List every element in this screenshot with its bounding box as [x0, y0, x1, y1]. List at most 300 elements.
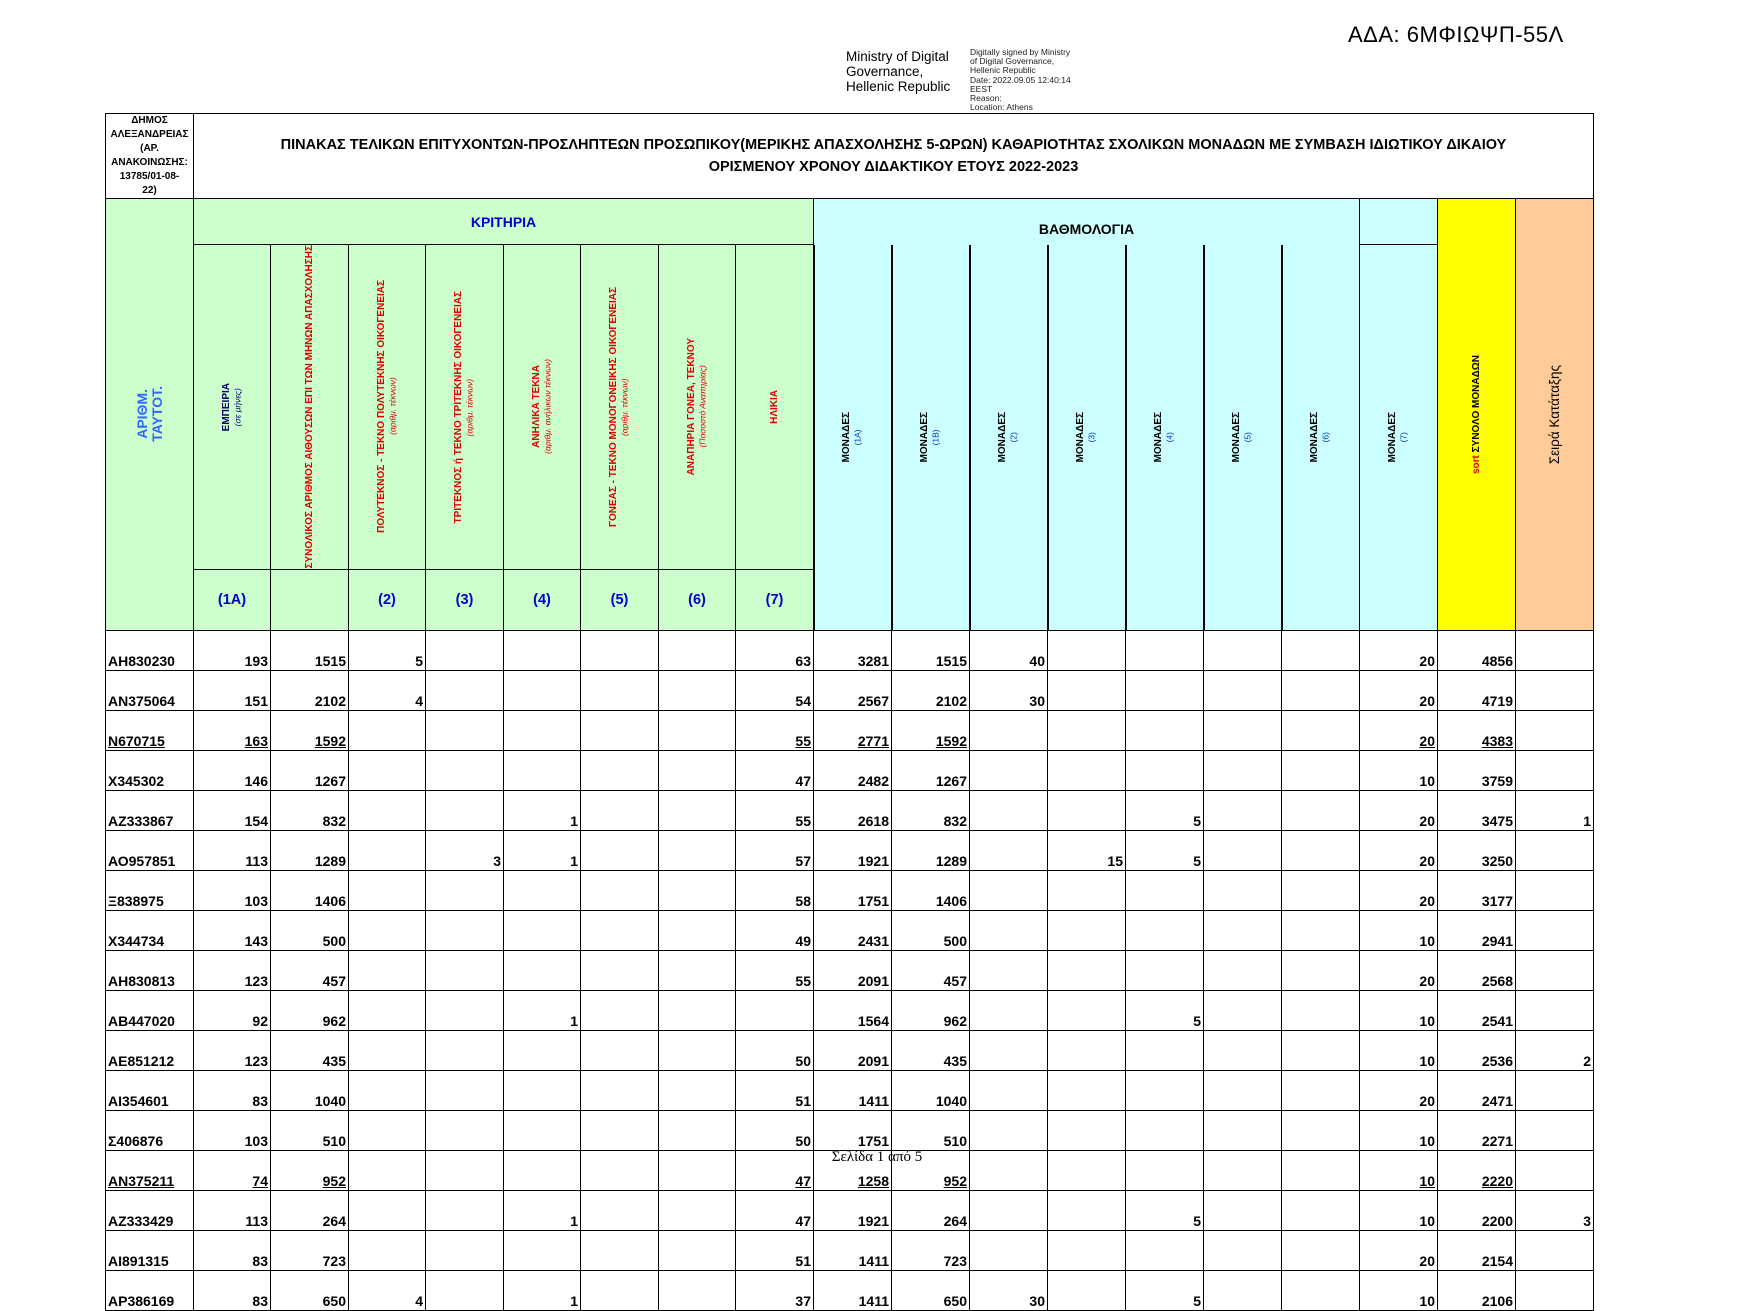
total-cell: 2200 — [1438, 1190, 1516, 1230]
criteria-value-cell — [426, 1110, 504, 1150]
score-value-cell: 2091 — [814, 1030, 892, 1070]
criteria-value-cell — [426, 1270, 504, 1310]
score-value-cell: 650 — [892, 1270, 970, 1310]
total-cell: 4383 — [1438, 710, 1516, 750]
id-cell: ΑΙ891315 — [106, 1230, 194, 1270]
criteria-code-4: (4) — [504, 569, 581, 630]
table-row — [106, 830, 1594, 870]
criteria-code-7: (7) — [736, 569, 814, 630]
score-value-cell — [1048, 710, 1126, 750]
rank-cell — [1516, 990, 1594, 1030]
score-value-cell — [970, 750, 1048, 790]
criteria-header-2 — [349, 245, 426, 570]
criteria-label: ΣΥΝΟΛΙΚΟΣ ΑΡΙΘΜΟΣ ΑΙΘΟΥΣΩΝ ΕΠΙ ΤΩΝ ΜΗΝΩΝ ΑΠΑΣΧΟΛΗΣΗΣ — [303, 245, 315, 569]
signature-detail-line: of Digital Governance, — [970, 56, 1055, 67]
total-cell: 3250 — [1438, 830, 1516, 870]
score-value-cell — [970, 870, 1048, 910]
table-row — [106, 1110, 1594, 1150]
criteria-label: ΗΛΙΚΙΑ — [768, 389, 780, 424]
criteria-value-cell: 57 — [736, 830, 814, 870]
criteria-value-cell: 83 — [194, 1230, 271, 1270]
score-value-cell — [1204, 750, 1282, 790]
criteria-value-cell: 47 — [736, 1190, 814, 1230]
criteria-value-cell: 83 — [194, 1270, 271, 1310]
criteria-value-cell — [581, 1270, 659, 1310]
criteria-header-3 — [426, 245, 504, 570]
table-row — [106, 670, 1594, 710]
criteria-code-6: (6) — [659, 569, 736, 630]
rank-cell — [1516, 1110, 1594, 1150]
score-value-cell: 1921 — [814, 830, 892, 870]
score-value-cell: 5 — [1126, 830, 1204, 870]
criteria-value-cell: 1 — [504, 790, 581, 830]
criteria-value-cell — [504, 1030, 581, 1070]
score-value-cell: 1411 — [814, 1230, 892, 1270]
criteria-value-cell — [349, 870, 426, 910]
score-value-cell — [1282, 1030, 1360, 1070]
score-value-cell: 510 — [892, 1110, 970, 1150]
criteria-value-cell — [581, 910, 659, 950]
score-value-cell: 20 — [1360, 1230, 1438, 1270]
score-value-cell — [1282, 630, 1360, 670]
score-value-cell — [1048, 750, 1126, 790]
id-cell: Χ345302 — [106, 750, 194, 790]
criteria-value-cell — [581, 1030, 659, 1070]
criteria-value-cell — [504, 950, 581, 990]
id-cell: ΑΡ386169 — [106, 1270, 194, 1310]
criteria-value-cell: 113 — [194, 1190, 271, 1230]
criteria-value-cell: 50 — [736, 1030, 814, 1070]
criteria-value-cell: 55 — [736, 710, 814, 750]
criteria-value-cell: 123 — [194, 950, 271, 990]
criteria-value-cell — [349, 910, 426, 950]
criteria-value-cell: 50 — [736, 1110, 814, 1150]
criteria-value-cell — [581, 630, 659, 670]
criteria-header-1 — [271, 245, 349, 570]
score-value-cell — [1126, 910, 1204, 950]
score-value-cell: 1751 — [814, 1110, 892, 1150]
criteria-value-cell — [426, 1230, 504, 1270]
criteria-value-cell — [581, 1070, 659, 1110]
criteria-value-cell — [659, 670, 736, 710]
signature-org-line: Ministry of Digital — [846, 49, 949, 64]
municipality-line: 22) — [142, 185, 157, 196]
score-value-cell: 1411 — [814, 1070, 892, 1110]
score-value-cell — [1126, 670, 1204, 710]
rank-cell — [1516, 1230, 1594, 1270]
score-value-cell: 1751 — [814, 870, 892, 910]
rank-column-header — [1516, 199, 1594, 631]
score-value-cell — [1048, 870, 1126, 910]
score-value-cell: 1258 — [814, 1150, 892, 1190]
score-value-cell — [1204, 710, 1282, 750]
score-label-text: ΜΟΝΑΔΕΣ (3) — [1075, 412, 1097, 463]
score-value-cell: 10 — [1360, 990, 1438, 1030]
score-value-cell — [1126, 750, 1204, 790]
score-value-cell: 10 — [1360, 1030, 1438, 1070]
criteria-value-cell — [349, 750, 426, 790]
criteria-value-cell — [426, 1190, 504, 1230]
score-value-cell — [1204, 1270, 1282, 1310]
criteria-value-cell: 510 — [271, 1110, 349, 1150]
municipality-line: ΑΝΑΚΟΙΝΩΣΗΣ: 13785/01-08- — [111, 157, 188, 182]
score-value-cell: 10 — [1360, 1110, 1438, 1150]
criteria-value-cell — [504, 750, 581, 790]
score-value-cell — [1204, 870, 1282, 910]
criteria-value-cell — [581, 870, 659, 910]
criteria-code-1 — [271, 569, 349, 630]
score-value-cell: 1592 — [892, 710, 970, 750]
criteria-value-cell: 4 — [349, 1270, 426, 1310]
score-label-3 — [1048, 245, 1126, 631]
table-row — [106, 910, 1594, 950]
score-value-cell: 1411 — [814, 1270, 892, 1310]
criteria-value-cell: 500 — [271, 910, 349, 950]
signature-detail-line: Hellenic Republic — [970, 65, 1036, 76]
score-value-cell — [1204, 830, 1282, 870]
criteria-value-cell: 49 — [736, 910, 814, 950]
id-cell: Σ406876 — [106, 1110, 194, 1150]
id-cell: ΑΝ375064 — [106, 670, 194, 710]
score-value-cell — [1048, 1190, 1126, 1230]
table-row — [106, 750, 1594, 790]
score-value-cell — [970, 910, 1048, 950]
criteria-value-cell: 47 — [736, 750, 814, 790]
score-label-text: ΜΟΝΑΔΕΣ (4) — [1153, 412, 1175, 463]
score-value-cell — [1126, 1230, 1204, 1270]
score-value-cell — [1282, 1070, 1360, 1110]
score-value-cell: 5 — [1126, 1270, 1204, 1310]
score-value-cell: 2618 — [814, 790, 892, 830]
criteria-value-cell: 58 — [736, 870, 814, 910]
criteria-value-cell — [659, 870, 736, 910]
id-column-header — [106, 199, 194, 631]
criteria-value-cell — [581, 990, 659, 1030]
criteria-value-cell: 37 — [736, 1270, 814, 1310]
score-value-cell: 457 — [892, 950, 970, 990]
score-value-cell — [1126, 1030, 1204, 1070]
criteria-value-cell: 143 — [194, 910, 271, 950]
signature-detail-line: Digitally signed by Ministry — [970, 47, 1071, 57]
signature-detail-line: Date: 2022.09.05 12:40:14 — [970, 74, 1071, 85]
total-cell: 4856 — [1438, 630, 1516, 670]
signature-organization — [846, 49, 961, 94]
rank-cell — [1516, 1070, 1594, 1110]
score-value-cell — [1282, 1230, 1360, 1270]
criteria-value-cell — [426, 950, 504, 990]
score-value-cell — [1282, 670, 1360, 710]
score-value-cell — [970, 1190, 1048, 1230]
score-value-cell — [1048, 910, 1126, 950]
criteria-value-cell — [659, 1190, 736, 1230]
score-value-cell — [970, 1030, 1048, 1070]
score-value-cell — [970, 830, 1048, 870]
criteria-value-cell: 51 — [736, 1070, 814, 1110]
criteria-value-cell: 55 — [736, 950, 814, 990]
score-value-cell: 1515 — [892, 630, 970, 670]
criteria-code-3: (3) — [426, 569, 504, 630]
score-value-cell — [1048, 1070, 1126, 1110]
score-value-cell — [970, 990, 1048, 1030]
score-value-cell — [1204, 1190, 1282, 1230]
score-value-cell — [1048, 1230, 1126, 1270]
criteria-value-cell — [581, 1230, 659, 1270]
score-value-cell — [1204, 790, 1282, 830]
scores-group-header: ΒΑΘΜΟΛΟΓΙΑ — [814, 199, 1360, 570]
total-cell: 4719 — [1438, 670, 1516, 710]
criteria-value-cell — [504, 670, 581, 710]
criteria-value-cell — [659, 910, 736, 950]
criteria-label: ΤΡΙΤΕΚΝΟΣ ή ΤΕΚΝΟ ΤΡΙΤΕΚΝΗΣ ΟΙΚΟΓΕΝΕΙΑΣ (αριθμ. τέκνων) — [453, 290, 475, 523]
criteria-value-cell: 1040 — [271, 1070, 349, 1110]
criteria-value-cell — [426, 870, 504, 910]
rank-cell: 2 — [1516, 1030, 1594, 1070]
criteria-value-cell: 952 — [271, 1150, 349, 1190]
score-label-1 — [892, 245, 970, 631]
criteria-value-cell: 163 — [194, 710, 271, 750]
criteria-value-cell: 3 — [426, 830, 504, 870]
criteria-value-cell: 55 — [736, 790, 814, 830]
criteria-value-cell: 51 — [736, 1230, 814, 1270]
score-value-cell: 435 — [892, 1030, 970, 1070]
total-cell: 2220 — [1438, 1150, 1516, 1190]
score-value-cell: 1406 — [892, 870, 970, 910]
criteria-label: ΕΜΠΕΙΡΙΑ (σε μήνες) — [220, 382, 242, 431]
criteria-value-cell: 264 — [271, 1190, 349, 1230]
total-cell: 2271 — [1438, 1110, 1516, 1150]
criteria-group-header: ΚΡΙΤΗΡΙΑ — [194, 199, 814, 245]
id-cell: ΑΙ354601 — [106, 1070, 194, 1110]
score-value-cell — [1282, 710, 1360, 750]
score-header-7 — [1360, 245, 1438, 631]
criteria-value-cell — [349, 1030, 426, 1070]
score-value-cell — [1126, 1070, 1204, 1110]
score-value-cell: 723 — [892, 1230, 970, 1270]
score-value-cell: 5 — [1126, 990, 1204, 1030]
criteria-value-cell — [581, 710, 659, 750]
score-value-cell: 20 — [1360, 870, 1438, 910]
table-title — [194, 114, 1594, 199]
criteria-value-cell — [659, 630, 736, 670]
score-label-0 — [814, 245, 892, 631]
total-cell: 2536 — [1438, 1030, 1516, 1070]
score-value-cell — [1204, 1230, 1282, 1270]
criteria-value-cell — [581, 1110, 659, 1150]
criteria-value-cell — [659, 830, 736, 870]
criteria-value-cell: 54 — [736, 670, 814, 710]
score-value-cell: 10 — [1360, 1150, 1438, 1190]
score-7-top-cell — [1360, 199, 1438, 245]
score-value-cell — [1048, 950, 1126, 990]
criteria-value-cell: 832 — [271, 790, 349, 830]
criteria-value-cell — [349, 950, 426, 990]
score-label-5 — [1204, 245, 1282, 631]
score-value-cell — [1282, 910, 1360, 950]
score-value-cell: 40 — [970, 630, 1048, 670]
municipality-cell — [106, 114, 194, 199]
criteria-value-cell — [659, 790, 736, 830]
criteria-value-cell — [349, 830, 426, 870]
score-value-cell — [1048, 630, 1126, 670]
score-value-cell: 500 — [892, 910, 970, 950]
table-row — [106, 1190, 1594, 1230]
criteria-value-cell — [659, 1030, 736, 1070]
score-value-cell: 5 — [1126, 790, 1204, 830]
total-cell: 2154 — [1438, 1230, 1516, 1270]
criteria-value-cell — [349, 1110, 426, 1150]
total-column-label: sort ΣΥΝΟΛΟ ΜΟΝΑΔΩΝ — [1470, 354, 1482, 474]
score-value-cell — [1282, 870, 1360, 910]
total-cell: 2471 — [1438, 1070, 1516, 1110]
criteria-value-cell: 962 — [271, 990, 349, 1030]
score-value-cell — [1204, 910, 1282, 950]
id-cell: Ξ838975 — [106, 870, 194, 910]
criteria-value-cell: 1 — [504, 1190, 581, 1230]
criteria-value-cell — [426, 1070, 504, 1110]
score-value-cell: 2091 — [814, 950, 892, 990]
score-value-cell — [970, 950, 1048, 990]
table-title-line: ΠΙΝΑΚΑΣ ΤΕΛΙΚΩΝ ΕΠΙΤΥΧΟΝΤΩΝ-ΠΡΟΣΛΗΠΤΕΩΝ ΠΡΟΣΩΠΙΚΟΥ(ΜΕΡΙΚΗΣ ΑΠΑΣΧΟΛΗΣΗΣ 5-ΩΡΩΝ) ΚΑΘΑΡΙΟΤΗΤΑΣ ΣΧΟΛΙΚΩΝ ΜΟΝΑΔΩΝ ΜΕ ΣΥΜΒΑΣΗ ΙΔΙΩΤΙΚΟΥ ΔΙΚΑΙΟΥ — [280, 137, 1507, 153]
criteria-value-cell — [581, 670, 659, 710]
score-value-cell — [970, 790, 1048, 830]
total-cell: 3759 — [1438, 750, 1516, 790]
score-value-cell: 20 — [1360, 670, 1438, 710]
criteria-value-cell — [349, 1190, 426, 1230]
rank-cell — [1516, 950, 1594, 990]
score-value-cell: 5 — [1126, 1190, 1204, 1230]
total-cell: 3475 — [1438, 790, 1516, 830]
table-row — [106, 1270, 1594, 1310]
criteria-value-cell — [581, 950, 659, 990]
score-value-cell — [1282, 750, 1360, 790]
id-cell: ΑΗ830230 — [106, 630, 194, 670]
score-value-cell — [1126, 630, 1204, 670]
criteria-value-cell — [426, 630, 504, 670]
rank-cell — [1516, 710, 1594, 750]
criteria-value-cell: 457 — [271, 950, 349, 990]
criteria-value-cell: 435 — [271, 1030, 349, 1070]
score-value-cell — [1048, 790, 1126, 830]
criteria-value-cell: 123 — [194, 1030, 271, 1070]
criteria-value-cell — [426, 670, 504, 710]
criteria-value-cell: 4 — [349, 670, 426, 710]
page-footer: Σελίδα 1 από 5 — [831, 1149, 923, 1165]
signature-details — [970, 48, 1100, 112]
criteria-value-cell: 63 — [736, 630, 814, 670]
id-cell: ΑΗ830813 — [106, 950, 194, 990]
score-label-text: ΜΟΝΑΔΕΣ (2) — [997, 412, 1019, 463]
score-value-cell: 20 — [1360, 630, 1438, 670]
id-cell: ΑΟ957851 — [106, 830, 194, 870]
rank-cell — [1516, 910, 1594, 950]
criteria-value-cell — [426, 790, 504, 830]
score-value-cell: 10 — [1360, 1190, 1438, 1230]
criteria-value-cell — [426, 990, 504, 1030]
criteria-value-cell: 1267 — [271, 750, 349, 790]
criteria-value-cell — [349, 1070, 426, 1110]
table-row — [106, 1030, 1594, 1070]
criteria-value-cell — [504, 1230, 581, 1270]
criteria-value-cell — [659, 990, 736, 1030]
score-value-cell: 1040 — [892, 1070, 970, 1110]
score-value-cell: 962 — [892, 990, 970, 1030]
id-cell: ΑΖ333429 — [106, 1190, 194, 1230]
id-cell: ΑΒ447020 — [106, 990, 194, 1030]
rank-column-label: Σειρά Κατάταξης — [1546, 364, 1562, 464]
criteria-value-cell — [349, 790, 426, 830]
criteria-value-cell — [504, 630, 581, 670]
score-value-cell — [970, 1070, 1048, 1110]
score-value-cell: 20 — [1360, 710, 1438, 750]
score-value-cell — [1282, 990, 1360, 1030]
score-value-cell — [1048, 670, 1126, 710]
criteria-value-cell — [659, 710, 736, 750]
rank-cell: 1 — [1516, 790, 1594, 830]
total-cell: 3177 — [1438, 870, 1516, 910]
score-label-2 — [970, 245, 1048, 631]
criteria-header-6 — [659, 245, 736, 570]
criteria-value-cell — [581, 1190, 659, 1230]
table-row — [106, 710, 1594, 750]
rank-cell — [1516, 670, 1594, 710]
score-value-cell — [1282, 950, 1360, 990]
criteria-value-cell — [504, 1110, 581, 1150]
score-value-cell — [1048, 1110, 1126, 1150]
score-value-cell: 10 — [1360, 1270, 1438, 1310]
score-label-4 — [1126, 245, 1204, 631]
score-label-text: ΜΟΝΑΔΕΣ (6) — [1309, 412, 1331, 463]
id-cell: Χ344734 — [106, 910, 194, 950]
criteria-value-cell: 92 — [194, 990, 271, 1030]
criteria-value-cell — [581, 830, 659, 870]
table-row — [106, 630, 1594, 670]
criteria-value-cell: 2102 — [271, 670, 349, 710]
score-value-cell: 20 — [1360, 830, 1438, 870]
score-value-cell: 10 — [1360, 910, 1438, 950]
score-value-cell — [970, 710, 1048, 750]
score-value-cell: 1289 — [892, 830, 970, 870]
signature-org-line: Governance, — [846, 64, 924, 79]
total-column-header — [1438, 199, 1516, 631]
score-value-cell: 3281 — [814, 630, 892, 670]
criteria-value-cell — [426, 910, 504, 950]
score-value-cell — [1204, 990, 1282, 1030]
criteria-value-cell: 103 — [194, 870, 271, 910]
criteria-value-cell — [659, 1070, 736, 1110]
criteria-value-cell: 1 — [504, 990, 581, 1030]
total-cell: 2541 — [1438, 990, 1516, 1030]
total-cell: 2106 — [1438, 1270, 1516, 1310]
criteria-label: ΑΝΑΠΗΡΙΑ ΓΟΝΕΑ, ΤΕΚΝΟΥ (Ποσοστό Αναπηρίας) — [685, 338, 707, 476]
criteria-value-cell — [504, 1070, 581, 1110]
criteria-value-cell: 74 — [194, 1150, 271, 1190]
criteria-value-cell: 723 — [271, 1230, 349, 1270]
score-value-cell: 20 — [1360, 790, 1438, 830]
criteria-header-7 — [736, 245, 814, 570]
criteria-value-cell: 1515 — [271, 630, 349, 670]
criteria-value-cell — [504, 910, 581, 950]
criteria-value-cell: 1289 — [271, 830, 349, 870]
criteria-value-cell: 1406 — [271, 870, 349, 910]
criteria-value-cell — [349, 710, 426, 750]
score-value-cell — [1126, 1110, 1204, 1150]
criteria-header-4 — [504, 245, 581, 570]
table-row — [106, 1230, 1594, 1270]
score-label-6 — [1282, 245, 1360, 631]
score-label-text: ΜΟΝΑΔΕΣ (5) — [1231, 412, 1253, 463]
score-value-cell: 2482 — [814, 750, 892, 790]
total-cell: 2941 — [1438, 910, 1516, 950]
